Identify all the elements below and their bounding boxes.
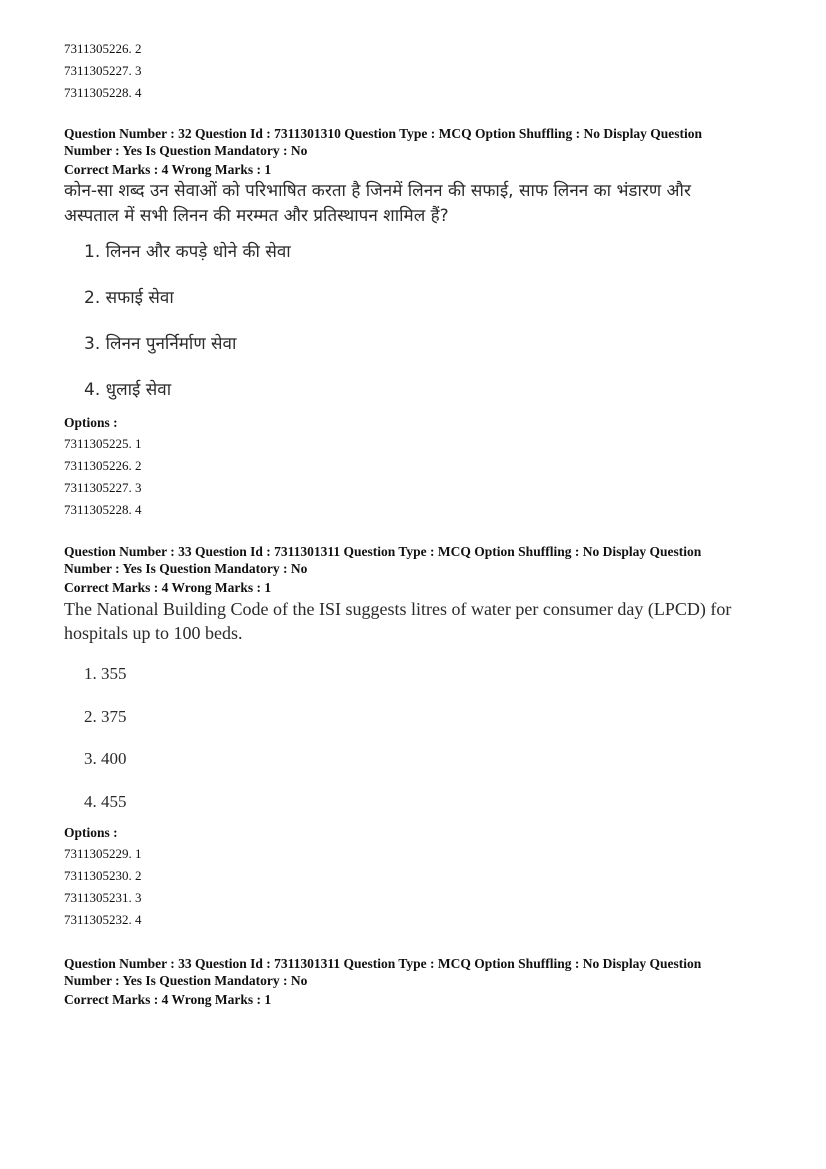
option-id-line: 7311305226. 2 [64,41,142,56]
answer-choice: 3. लिनन पुनर्निर्माण सेवा [84,334,237,354]
question-paper-page [64,38,764,1009]
option-id-line: 7311305227. 3 [64,480,142,495]
option-id-line: 7311305230. 2 [64,868,142,883]
option-id-line: 7311305228. 4 [64,85,142,100]
answer-choices [64,229,764,413]
answer-choice: 4. धुलाई सेवा [84,380,172,400]
options-label: Options : [64,825,118,840]
question-header-line: Question Number : 32 Question Id : 7311301310 Question Type : MCQ Option Shuffling : No Display Question [64,126,702,141]
question-marks: Correct Marks : 4 Wrong Marks : 1 [64,580,272,595]
option-id-list [64,433,764,521]
previous-question-options [64,38,764,104]
question-header [64,543,764,577]
question-marks: Correct Marks : 4 Wrong Marks : 1 [64,992,272,1007]
question-header-line: Number : Yes Is Question Mandatory : No [64,143,308,158]
option-id-line: 7311305227. 3 [64,63,142,78]
option-id-line: 7311305229. 1 [64,846,142,861]
question-header-line: Question Number : 33 Question Id : 7311301311 Question Type : MCQ Option Shuffling : No Display Question [64,544,702,559]
question-text [64,597,764,645]
answer-choice: 2. सफाई सेवा [84,288,174,308]
option-id-line: 7311305228. 4 [64,502,142,517]
question-header-line: Question Number : 33 Question Id : 7311301311 Question Type : MCQ Option Shuffling : No Display Question [64,956,702,971]
option-id-line: 7311305232. 4 [64,912,142,927]
question-header [64,125,764,159]
option-id-list [64,843,764,931]
question-marks: Correct Marks : 4 Wrong Marks : 1 [64,162,272,177]
question-text-line: hospitals up to 100 beds. [64,623,243,643]
option-id-line: 7311305225. 1 [64,436,142,451]
question-32 [64,125,764,521]
question-text-line: अस्पताल में सभी लिनन की मरम्मत और प्रतिस्थापन शामिल हैं? [64,206,449,226]
question-text-line: कोन-सा शब्द उन सेवाओं को परिभाषित करता है जिनमें लिनन की सफाई, साफ लिनन का भंडारण और [64,181,691,201]
options-label: Options : [64,415,118,430]
question-33 [64,543,764,931]
question-header [64,955,764,989]
question-text-line: The National Building Code of the ISI suggests litres of water per consumer day (LPCD) for [64,599,732,619]
option-id-line: 7311305226. 2 [64,458,142,473]
question-header-line: Number : Yes Is Question Mandatory : No [64,561,308,576]
question-header-line: Number : Yes Is Question Mandatory : No [64,973,308,988]
answer-choice: 4. 455 [84,791,127,811]
answer-choices [64,653,764,823]
answer-choice: 1. लिनन और कपड़े धोने की सेवा [84,242,291,262]
question-33-next [64,955,764,1009]
question-text [64,179,764,229]
answer-choice: 1. 355 [84,664,127,683]
option-id-line: 7311305231. 3 [64,890,142,905]
answer-choice: 2. 375 [84,706,127,726]
answer-choice: 3. 400 [84,749,127,768]
